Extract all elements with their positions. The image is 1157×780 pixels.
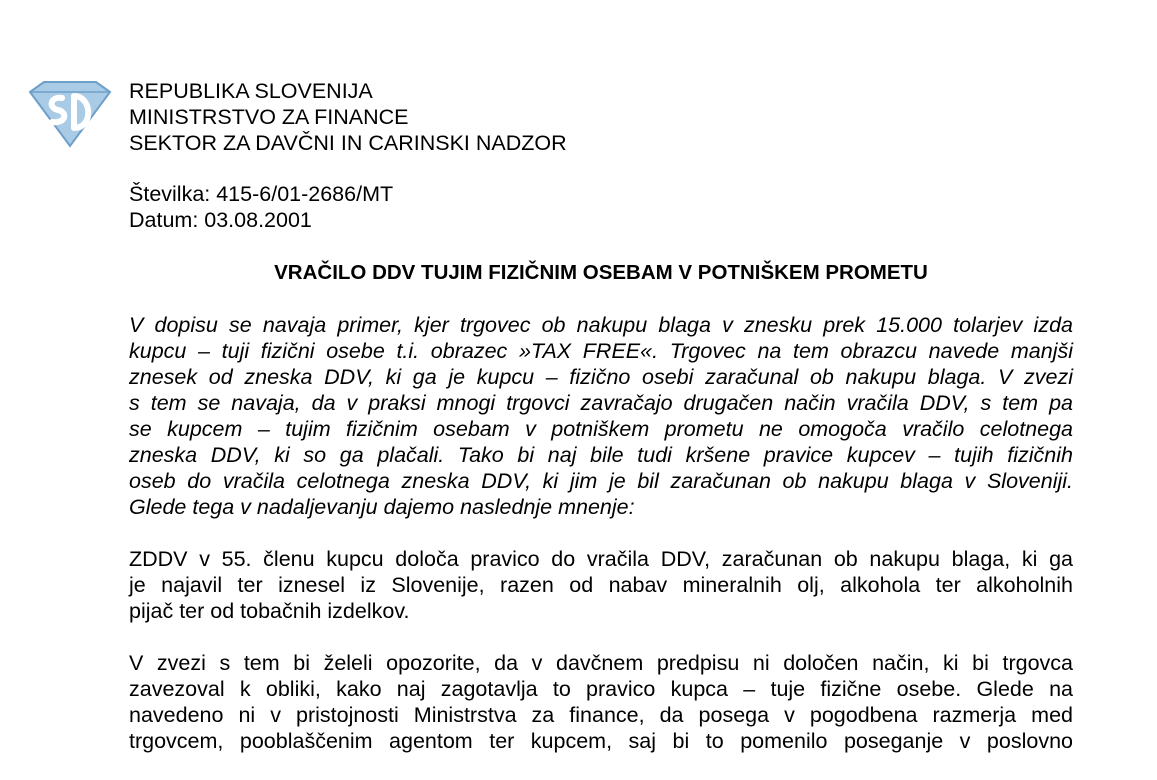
text-line: zneska DDV, ki so ga plačali. Tako bi naj bile tudi kršene pravice kupcev – tujih fizičnih [129, 443, 1073, 467]
text-line: znesek od zneska DDV, ki ga je kupcu – fizično osebi zaračunal ob nakupu blaga. V zvezi [129, 365, 1073, 389]
document-meta [129, 181, 393, 233]
text-line: oseb do vračila celotnega zneska DDV, ki jim je bil zaračunan ob nakupu blaga v Sloveniji. [129, 469, 1073, 493]
document-body [129, 312, 1073, 780]
text-line: V zvezi s tem bi želeli opozorite, da v davčnem predpisu ni določen način, ki bi trgovca [129, 651, 1073, 675]
text-line: kupcu – tuji fizični osebe t.i. obrazec »TAX FREE«. Trgovec na tem obrazcu navede manjši [129, 339, 1073, 363]
header-line-ministry: MINISTRSTVO ZA FINANCE [129, 105, 409, 129]
document-title: VRAČILO DDV TUJIM FIZIČNIM OSEBAM V POTNIŠKEM PROMETU [274, 261, 928, 284]
header-line-sector: SEKTOR ZA DAVČNI IN CARINSKI NADZOR [129, 131, 567, 155]
document-date: Datum: 03.08.2001 [129, 208, 312, 232]
paragraph-3 [129, 650, 1073, 754]
issuer-header [129, 78, 567, 156]
text-line: je najavil ter iznesel iz Slovenije, razen od nabav mineralnih olj, alkohola ter alkoholnih [129, 573, 1073, 597]
text-line: s tem se navaja, da v praksi mnogi trgovci zavračajo drugačen način vračila DDV, s tem pa [129, 391, 1073, 415]
document-number: Številka: 415-6/01-2686/MT [129, 182, 394, 206]
ministry-logo-icon [26, 78, 114, 150]
text-line: pijač ter od tobačnih izdelkov. [129, 599, 410, 623]
paragraph-1 [129, 312, 1073, 520]
text-line: zavezoval k obliki, kako naj zagotavlja to pravico kupca – tuje fizične osebe. Glede na [129, 677, 1073, 701]
header-line-republic: REPUBLIKA SLOVENIJA [129, 79, 373, 103]
text-line: V dopisu se navaja primer, kjer trgovec ob nakupu blaga v znesku prek 15.000 tolarjev izda [129, 313, 1073, 337]
text-line: Glede tega v nadaljevanju dajemo naslednje mnenje: [129, 495, 635, 519]
paragraph-2 [129, 546, 1073, 624]
text-line: ZDDV v 55. členu kupcu določa pravico do vračila DDV, zaračunan ob nakupu blaga, ki ga [129, 547, 1073, 571]
text-line: trgovcem, pooblaščenim agentom ter kupcem, saj bi to pomenilo poseganje v poslovno [129, 729, 1073, 753]
text-line: navedeno ni v pristojnosti Ministrstva za finance, da posega v pogodbena razmerja med [129, 703, 1073, 727]
text-line: se kupcem – tujim fizičnim osebam v potniškem prometu ne omogoča vračilo celotnega [129, 417, 1073, 441]
